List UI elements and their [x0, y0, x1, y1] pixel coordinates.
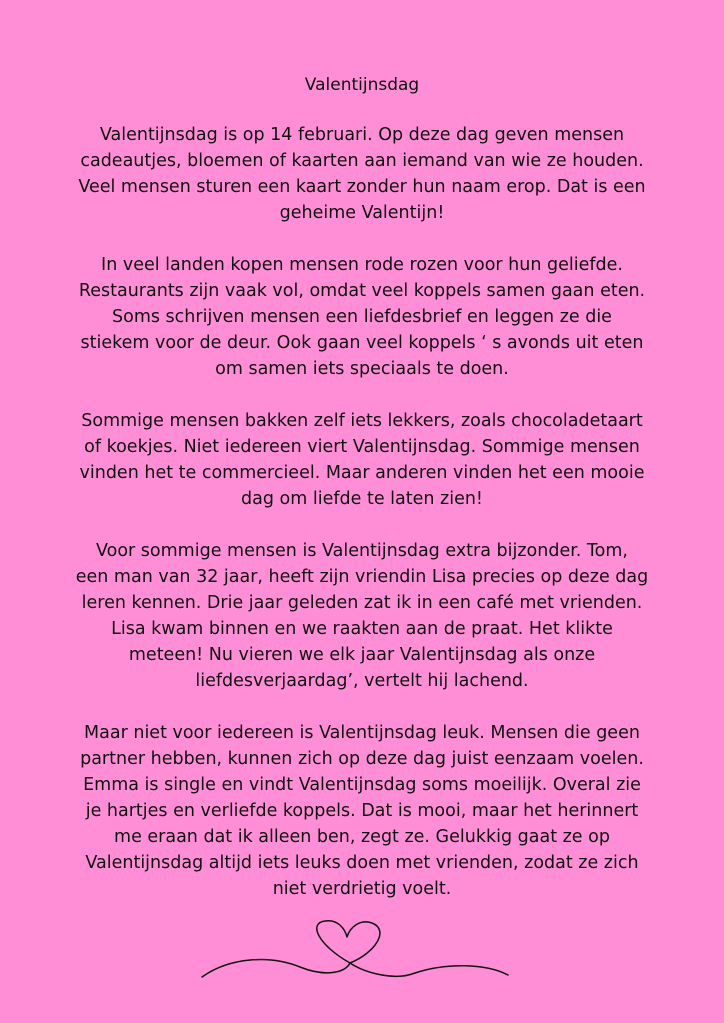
paragraph-2: In veel landen kopen mensen rode rozen voor hun geliefde. Restaurants zijn vaak vol, omdat veel koppels samen gaan eten. Soms schrijven mensen een liefdesbrief en leggen ze die stiekem voor de deur. Ook gaan veel koppels ‘ s avonds uit eten om samen iets speciaals te doen.	[78, 255, 646, 379]
paragraph-4: Voor sommige mensen is Valentijnsdag extra bijzonder. Tom, een man van 32 jaar, heeft zijn vriendin Lisa precies op deze dag leren kennen. Drie jaar geleden zat ik in een café met vrienden. Lisa kwam binnen en we raakten aan de praat. Het klikte meteen! Nu vieren we elk jaar Valentijnsdag als onze liefdesverjaardag’, vertelt hij lachend.	[75, 541, 649, 691]
article-body	[40, 122, 684, 928]
paragraph-3: Sommige mensen bakken zelf iets lekkers, zoals chocoladetaart of koekjes. Niet iedereen viert Valentijnsdag. Sommige mensen vinden het te commercieel. Maar anderen vinden het een mooie dag om liefde te laten zien!	[79, 411, 645, 509]
paragraph-1: Valentijnsdag is op 14 februari. Op deze dag geven mensen cadeautjes, bloemen of kaarten aan iemand van wie ze houden. Veel mensen sturen een kaart zonder hun naam erop. Dat is een geheime Valentijn!	[78, 125, 646, 223]
heart-line-icon	[200, 915, 510, 995]
page-title: Valentijnsdag	[304, 75, 420, 95]
paragraph-5: Maar niet voor iedereen is Valentijnsdag leuk. Mensen die geen partner hebben, kunnen zich op deze dag juist eenzaam voelen. Emma is single en vindt Valentijnsdag soms moeilijk. Overal zie je hartjes en verliefde koppels. Dat is mooi, maar het herinnert me eraan dat ik alleen ben, zegt ze. Gelukkig gaat ze op Valentijnsdag altijd iets leuks doen met vrienden, zodat ze zich niet verdrietig voelt.	[80, 723, 644, 899]
